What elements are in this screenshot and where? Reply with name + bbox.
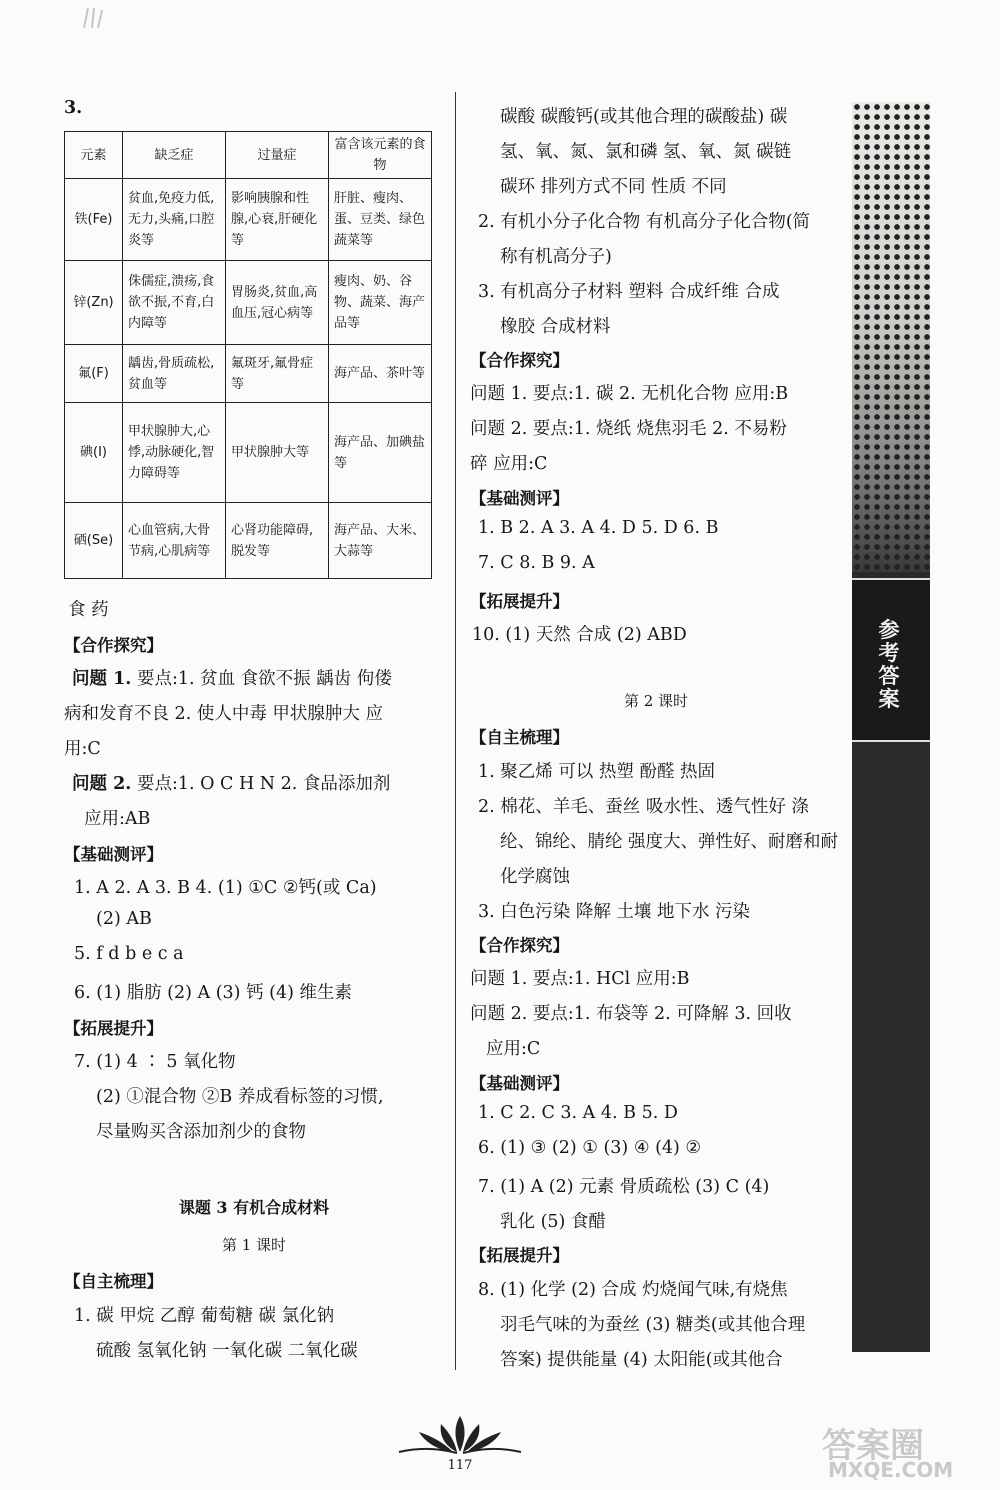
table-cell: 贫血,免疫力低,无力,头痛,口腔炎等 [123, 179, 226, 261]
answer-line: 6. (1) 脂肪 (2) A (3) 钙 (4) 维生素 [74, 983, 352, 1003]
table-row [65, 403, 432, 503]
question-label: 问题 1. [72, 669, 132, 689]
answer-line: 5. f d b e c a [74, 944, 184, 964]
table-cell: 锌(Zn) [65, 261, 123, 345]
section-heading: 【合作探究】 [64, 636, 163, 655]
answer-line: 问题 1. 要点:1. HCl 应用:B [470, 969, 690, 989]
answer-line: 2. 棉花、羊毛、蚕丝 吸水性、透气性好 涤 [478, 797, 809, 817]
table-header-cell: 缺乏症 [123, 132, 226, 179]
answer-line: 化学腐蚀 [500, 867, 570, 887]
item-3-label: 3. [64, 98, 83, 118]
table-row [65, 261, 432, 345]
answer-line: 8. (1) 化学 (2) 合成 灼烧闻气味,有烧焦 [478, 1280, 788, 1300]
table-cell: 心血管病,大骨节病,心肌病等 [123, 503, 226, 579]
section-heading: 【拓展提升】 [470, 1246, 569, 1265]
table-cell: 硒(Se) [65, 503, 123, 579]
table-cell: 碘(I) [65, 403, 123, 503]
side-tab-label: 参考答案 [878, 617, 900, 711]
answer-line: 纶、锦纶、腈纶 强度大、弹性好、耐磨和耐 [500, 832, 839, 852]
table-cell: 海产品、大米、大蒜等 [329, 503, 432, 579]
answer-line: 1. 聚乙烯 可以 热塑 酚醛 热固 [478, 762, 716, 782]
table-cell: 氟斑牙,氟骨症等 [226, 345, 329, 403]
table-row [65, 179, 432, 261]
answer-line: 氢、氧、氮、氯和磷 氢、氧、氮 碳链 [500, 142, 792, 162]
answer-line: 1. 碳 甲烷 乙醇 葡萄糖 碳 氯化钠 [74, 1306, 335, 1326]
period-title: 第 1 课时 [221, 1236, 287, 1254]
trace-element-table [64, 131, 432, 579]
section-heading: 【自主梳理】 [470, 728, 569, 747]
corner-mark-icon [82, 6, 104, 30]
table-cell: 氟(F) [65, 345, 123, 403]
table-row [65, 503, 432, 579]
period-title: 第 2 课时 [623, 692, 689, 710]
answer-line: 3. 白色污染 降解 土壤 地下水 污染 [478, 902, 751, 922]
answer-line: 问题 2. 要点:1. 布袋等 2. 可降解 3. 回收 [470, 1004, 792, 1024]
answer-line: 1. A 2. A 3. B 4. (1) ①C ②钙(或 Ca) [74, 878, 377, 898]
answer-line: 碎 应用:C [470, 454, 548, 474]
answer-line: 要点:1. O C H N 2. 食品添加剂 [136, 774, 391, 794]
table-cell: 影响胰腺和性腺,心衰,肝硬化等 [226, 179, 329, 261]
answer-line: (2) AB [96, 909, 152, 929]
watermark-logo: 答案圈 [822, 1426, 924, 1466]
answer-line: 问题 2. 要点:1. 烧纸 烧焦羽毛 2. 不易粉 [470, 419, 787, 439]
section-heading: 【自主梳理】 [64, 1272, 163, 1291]
column-divider [455, 92, 456, 1370]
answer-line: 10. (1) 天然 合成 (2) ABD [472, 625, 687, 645]
table-cell: 胃肠炎,贫血,高血压,冠心病等 [226, 261, 329, 345]
table-cell: 海产品、加碘盐等 [329, 403, 432, 503]
subsection-title: 食 药 [68, 600, 109, 620]
answer-line: 乳化 (5) 食醋 [500, 1212, 606, 1232]
lesson-title: 课题 3 有机合成材料 [178, 1198, 330, 1217]
answer-line: 7. (1) 4 ∶ 5 氧化物 [74, 1052, 236, 1072]
table-cell: 甲状腺肿大等 [226, 403, 329, 503]
section-heading: 【合作探究】 [470, 936, 569, 955]
answer-line: 1. C 2. C 3. A 4. B 5. D [478, 1103, 678, 1123]
table-cell: 龋齿,骨质疏松,贫血等 [123, 345, 226, 403]
answer-line: 羽毛气味的为蚕丝 (3) 糖类(或其他合理 [500, 1315, 806, 1335]
table-cell: 海产品、茶叶等 [329, 345, 432, 403]
section-heading: 【基础测评】 [64, 845, 163, 864]
answer-line: 碳酸 碳酸钙(或其他合理的碳酸盐) 碳 [500, 107, 788, 127]
answer-line: 橡胶 合成材料 [500, 317, 611, 337]
answer-line: 要点:1. 贫血 食欲不振 龋齿 佝偻 [136, 669, 392, 689]
answer-line: 应用:AB [84, 809, 151, 829]
table-header-cell: 富含该元素的食物 [329, 132, 432, 179]
table-cell: 瘦肉、奶、谷物、蔬菜、海产品等 [329, 261, 432, 345]
answer-line: 问题 1. 要点:1. 碳 2. 无机化合物 应用:B [470, 384, 789, 404]
answer-line: 6. (1) ③ (2) ① (3) ④ (4) ② [478, 1138, 702, 1158]
floral-ornament-icon [395, 1412, 525, 1460]
question-label: 问题 2. [72, 774, 132, 794]
table-cell: 肝脏、瘦肉、蛋、豆类、绿色蔬菜等 [329, 179, 432, 261]
side-band-halftone [852, 102, 930, 572]
table-cell: 侏儒症,溃疡,食欲不振,不育,白内障等 [123, 261, 226, 345]
section-heading: 【合作探究】 [470, 351, 569, 370]
table-cell: 铁(Fe) [65, 179, 123, 261]
answer-line: 1. B 2. A 3. A 4. D 5. D 6. B [478, 518, 719, 538]
page-number: 117 [447, 1458, 473, 1473]
answer-line: 答案) 提供能量 (4) 太阳能(或其他合 [500, 1350, 783, 1370]
answer-line: 用:C [64, 739, 101, 759]
answer-line: 7. (1) A (2) 元素 骨质疏松 (3) C (4) [478, 1177, 770, 1197]
table-header-row [65, 132, 432, 179]
answer-line: (2) ①混合物 ②B 养成看标签的习惯, [96, 1087, 384, 1107]
answer-line: 硫酸 氢氧化钠 一氧化碳 二氧化碳 [96, 1341, 358, 1361]
answer-line: 病和发育不良 2. 使人中毒 甲状腺肿大 应 [64, 704, 383, 724]
table-cell: 心肾功能障碍,脱发等 [226, 503, 329, 579]
table-header-cell: 过量症 [226, 132, 329, 179]
section-heading: 【基础测评】 [470, 1074, 569, 1093]
answer-line: 3. 有机高分子材料 塑料 合成纤维 合成 [478, 282, 780, 302]
answer-line: 碳环 排列方式不同 性质 不同 [500, 177, 727, 197]
table-cell: 甲状腺肿大,心悸,动脉硬化,智力障碍等 [123, 403, 226, 503]
watermark-url: MXQE.COM [828, 1458, 954, 1482]
answer-line: 2. 有机小分子化合物 有机高分子化合物(简 [478, 212, 811, 232]
answer-line: 7. C 8. B 9. A [478, 553, 595, 573]
section-heading: 【拓展提升】 [64, 1019, 163, 1038]
table-header-cell: 元素 [65, 132, 123, 179]
section-heading: 【拓展提升】 [470, 592, 569, 611]
table-row [65, 345, 432, 403]
section-heading: 【基础测评】 [470, 489, 569, 508]
answer-line: 尽量购买含添加剂少的食物 [96, 1122, 306, 1142]
answer-line: 应用:C [486, 1039, 541, 1059]
answer-line: 称有机高分子) [500, 247, 612, 267]
